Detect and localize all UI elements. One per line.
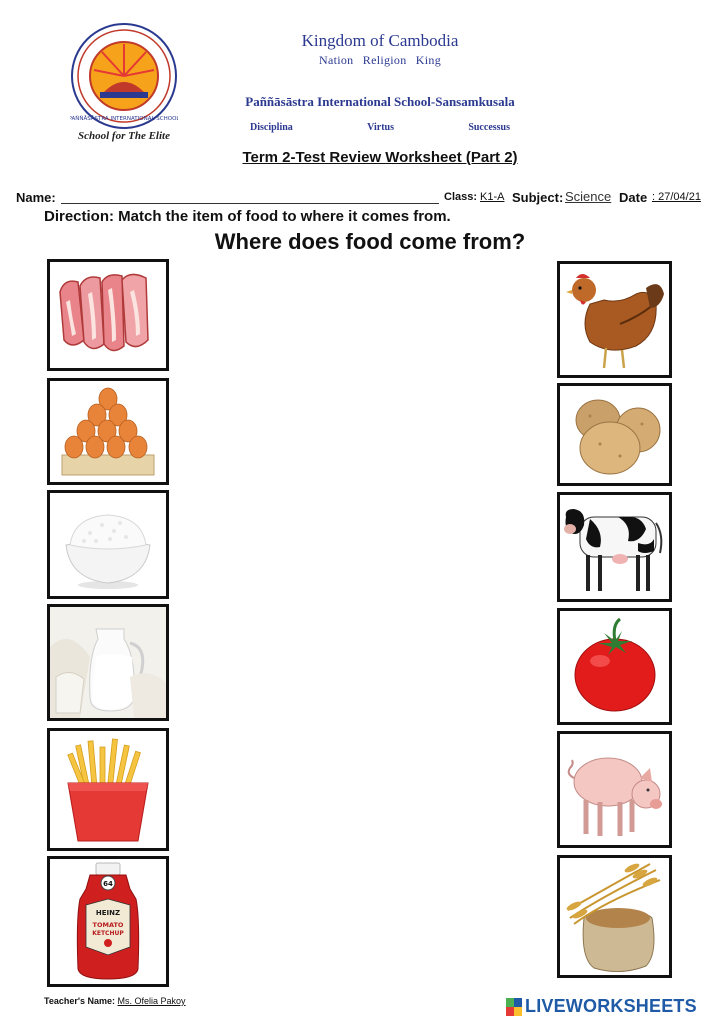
subject-value: Science bbox=[565, 189, 612, 204]
source-card-hen[interactable] bbox=[557, 261, 672, 378]
school-logo bbox=[70, 22, 178, 130]
source-card-cow[interactable] bbox=[557, 492, 672, 602]
logo-ring-text: PAÑÑĀSĀSTRA INTERNATIONAL SCHOOL bbox=[70, 116, 178, 122]
wheat-sack-icon bbox=[560, 858, 669, 975]
food-card-eggs[interactable] bbox=[47, 378, 169, 485]
motto-disciplina: Disciplina bbox=[250, 122, 293, 133]
milk-jug-icon bbox=[50, 607, 166, 718]
food-card-rice[interactable] bbox=[47, 490, 169, 599]
food-card-fries[interactable] bbox=[47, 728, 169, 851]
source-card-potatoes[interactable] bbox=[557, 383, 672, 486]
teacher-line bbox=[44, 996, 186, 1006]
liveworksheets-logo-icon bbox=[506, 998, 522, 1016]
ketchup-bottle-icon bbox=[50, 859, 166, 984]
teacher-label: Teacher's Name: bbox=[44, 996, 116, 1006]
direction-text: Direction: Match the item of food to where it comes from. bbox=[44, 208, 451, 225]
potatoes-icon bbox=[560, 386, 669, 483]
tomato-icon bbox=[560, 611, 669, 722]
motto-successus: Successus bbox=[468, 122, 510, 133]
worksheet-title: Term 2-Test Review Worksheet (Part 2) bbox=[242, 149, 518, 166]
food-card-meat[interactable] bbox=[47, 259, 169, 371]
bottle-tomato-label: TOMATO bbox=[92, 921, 124, 929]
question-heading: Where does food come from? bbox=[214, 229, 526, 254]
cow-icon bbox=[560, 495, 669, 599]
kingdom-title: Kingdom of Cambodia bbox=[301, 31, 459, 50]
motto-virtus: Virtus bbox=[367, 122, 394, 133]
bottle-size-label: 64 bbox=[103, 880, 113, 888]
name-label: Name: bbox=[16, 190, 56, 205]
food-card-ketchup[interactable] bbox=[47, 856, 169, 987]
bottle-ketchup-label: KETCHUP bbox=[92, 930, 124, 937]
nation-religion-king: Nation Religion King bbox=[319, 53, 441, 67]
logo-tagline: School for The Elite bbox=[78, 130, 170, 142]
school-name: Paññāsāstra International School-Sansamkusala bbox=[245, 94, 515, 109]
class-value: K1-A bbox=[480, 191, 505, 203]
brand-name: LIVEWORKSHEETS bbox=[525, 996, 697, 1016]
hen-icon bbox=[560, 264, 669, 375]
teacher-name: Ms. Ofelia Pakoy bbox=[117, 996, 186, 1006]
french-fries-icon bbox=[50, 731, 166, 848]
source-card-pig[interactable] bbox=[557, 731, 672, 848]
date-value: : 27/04/21 bbox=[652, 191, 701, 203]
food-card-milk[interactable] bbox=[47, 604, 169, 721]
bottle-brand-label: HEINZ bbox=[95, 909, 121, 917]
source-card-wheat[interactable] bbox=[557, 855, 672, 978]
raw-meat-icon bbox=[50, 262, 166, 368]
source-card-tomato[interactable] bbox=[557, 608, 672, 725]
school-mottos bbox=[250, 122, 510, 133]
name-field-line[interactable] bbox=[61, 203, 439, 204]
student-info-line bbox=[16, 190, 706, 208]
class-label: Class: bbox=[444, 191, 478, 203]
subject-label: Subject: bbox=[512, 190, 564, 205]
pig-icon bbox=[560, 734, 669, 845]
date-label: Date bbox=[619, 190, 648, 205]
rice-bowl-icon bbox=[50, 493, 166, 596]
eggs-tray-icon bbox=[50, 381, 166, 482]
liveworksheets-brand[interactable] bbox=[506, 996, 697, 1017]
